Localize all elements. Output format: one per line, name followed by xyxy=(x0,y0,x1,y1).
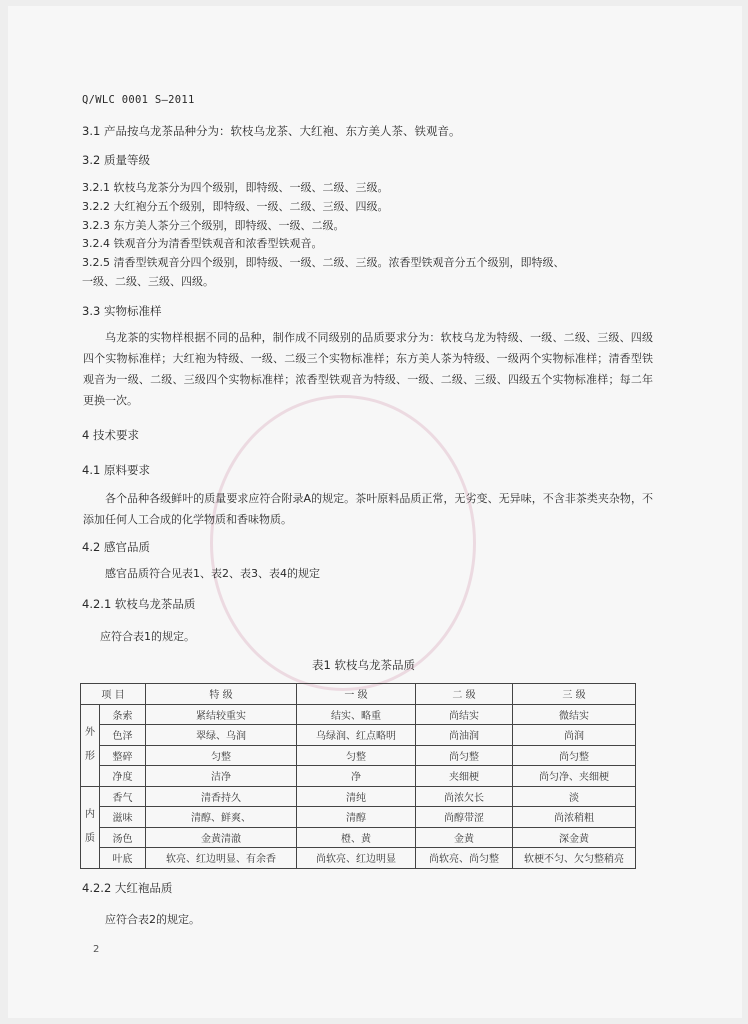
table-cell: 尚软亮、尚匀整 xyxy=(416,848,513,869)
document-code: Q/WLC 0001 S—2011 xyxy=(82,94,195,106)
table-cell: 金黄 xyxy=(416,827,513,848)
table-cell: 紧结较重实 xyxy=(146,704,297,725)
table-row xyxy=(81,704,636,725)
section-3-3-paragraph: 乌龙茶的实物样根据不同的品种，制作成不同级别的品质要求分为：软枝乌龙为特级、一级、二级、三级、四级四个实物标准样；大红袍为特级、一级、二级三个实物标准样；东方美人茶为特级、一级两个实物标准样；清香型铁观音为一级、二级、三级四个实物标准样；浓香型铁观音为特级、一级、二级、三级、四级五个实物标准样；每二年更换一次。 xyxy=(83,331,653,407)
table-cell: 乌绿润、红点略明 xyxy=(297,725,416,746)
header-item: 项 目 xyxy=(81,684,146,705)
table-row xyxy=(81,766,636,787)
section-4-heading: 4 技术要求 xyxy=(82,428,139,442)
section-3-3-heading: 3.3 实物标准样 xyxy=(82,304,162,318)
table-cell: 尚油润 xyxy=(416,725,513,746)
table-cell: 尚浓欠长 xyxy=(416,786,513,807)
table-cell: 净 xyxy=(297,766,416,787)
section-4-1-paragraph: 各个品种各级鲜叶的质量要求应符合附录A的规定。茶叶原料品质正常，无劣变、无异味，不含非茶类夹杂物，不添加任何人工合成的化学物质和香味物质。 xyxy=(83,492,653,526)
section-4-2-2-paragraph: 应符合表2的规定。 xyxy=(105,913,200,926)
group-outer-appearance: 外形 xyxy=(81,704,100,786)
table-cell: 尚匀净、夹细梗 xyxy=(513,766,636,787)
row-label: 色泽 xyxy=(100,725,146,746)
table-row xyxy=(81,848,636,869)
section-3-2-1: 3.2.1 软枝乌龙茶分为四个级别，即特级、一级、二级、三级。 xyxy=(82,181,389,194)
row-label: 净度 xyxy=(100,766,146,787)
table-1-caption: 表1 软枝乌龙茶品质 xyxy=(312,658,415,672)
section-3-2-5-line1: 3.2.5 清香型铁观音分四个级别，即特级、一级、二级、三级。浓香型铁观音分五个级别，即特级、 xyxy=(82,256,565,269)
table-cell: 清醇 xyxy=(297,807,416,828)
table-cell: 深金黄 xyxy=(513,827,636,848)
section-4-2-heading: 4.2 感官品质 xyxy=(82,540,150,554)
table-cell: 尚匀整 xyxy=(416,745,513,766)
row-label: 条索 xyxy=(100,704,146,725)
section-3-2-5-line2: 一级、二级、三级、四级。 xyxy=(82,275,214,288)
group-inner-quality: 内质 xyxy=(81,786,100,868)
section-3-2-heading: 3.2 质量等级 xyxy=(82,153,150,167)
table-row xyxy=(81,786,636,807)
table-1 xyxy=(80,683,636,869)
section-4-2-2-heading: 4.2.2 大红袍品质 xyxy=(82,881,173,895)
table-cell: 软亮、红边明显、有余香 xyxy=(146,848,297,869)
row-label: 叶底 xyxy=(100,848,146,869)
table-cell: 结实、略重 xyxy=(297,704,416,725)
table-cell: 软梗不匀、欠匀整稍亮 xyxy=(513,848,636,869)
table-cell: 淡 xyxy=(513,786,636,807)
table-cell: 尚匀整 xyxy=(513,745,636,766)
table-cell: 清香持久 xyxy=(146,786,297,807)
header-grade-1: 一 级 xyxy=(297,684,416,705)
section-3-1: 3.1 产品按乌龙茶品种分为：软枝乌龙茶、大红袍、东方美人茶、铁观音。 xyxy=(82,124,461,138)
table-cell: 尚软亮、红边明显 xyxy=(297,848,416,869)
section-4-2-1-heading: 4.2.1 软枝乌龙茶品质 xyxy=(82,597,196,611)
table-cell: 夹细梗 xyxy=(416,766,513,787)
section-4-2-1-paragraph: 应符合表1的规定。 xyxy=(100,630,195,643)
table-row xyxy=(81,807,636,828)
table-cell: 尚润 xyxy=(513,725,636,746)
table-cell: 洁净 xyxy=(146,766,297,787)
table-cell: 尚结实 xyxy=(416,704,513,725)
table-cell: 清醇、鲜爽、 xyxy=(146,807,297,828)
header-grade-3: 三 级 xyxy=(513,684,636,705)
table-cell: 橙、黄 xyxy=(297,827,416,848)
table-cell: 匀整 xyxy=(146,745,297,766)
table-row xyxy=(81,827,636,848)
section-3-2-4: 3.2.4 铁观音分为清香型铁观音和浓香型铁观音。 xyxy=(82,237,323,250)
row-label: 汤色 xyxy=(100,827,146,848)
table-row xyxy=(81,745,636,766)
table-header-row xyxy=(81,684,636,705)
row-label: 整碎 xyxy=(100,745,146,766)
page-number: 2 xyxy=(93,944,100,955)
section-3-2-3: 3.2.3 东方美人茶分三个级别，即特级、一级、二级。 xyxy=(82,219,345,232)
table-cell: 金黄清澈 xyxy=(146,827,297,848)
row-label: 滋味 xyxy=(100,807,146,828)
row-label: 香气 xyxy=(100,786,146,807)
table-cell: 微结实 xyxy=(513,704,636,725)
header-grade-special: 特 级 xyxy=(146,684,297,705)
section-4-1-heading: 4.1 原料要求 xyxy=(82,463,150,477)
table-row xyxy=(81,725,636,746)
table-cell: 尚浓稍粗 xyxy=(513,807,636,828)
table-cell: 翠绿、乌润 xyxy=(146,725,297,746)
header-grade-2: 二 级 xyxy=(416,684,513,705)
table-cell: 清纯 xyxy=(297,786,416,807)
table-cell: 尚醇带涩 xyxy=(416,807,513,828)
section-3-2-2: 3.2.2 大红袍分五个级别，即特级、一级、二级、三级、四级。 xyxy=(82,200,389,213)
section-4-2-paragraph: 感官品质符合见表1、表2、表3、表4的规定 xyxy=(105,567,320,580)
table-cell: 匀整 xyxy=(297,745,416,766)
